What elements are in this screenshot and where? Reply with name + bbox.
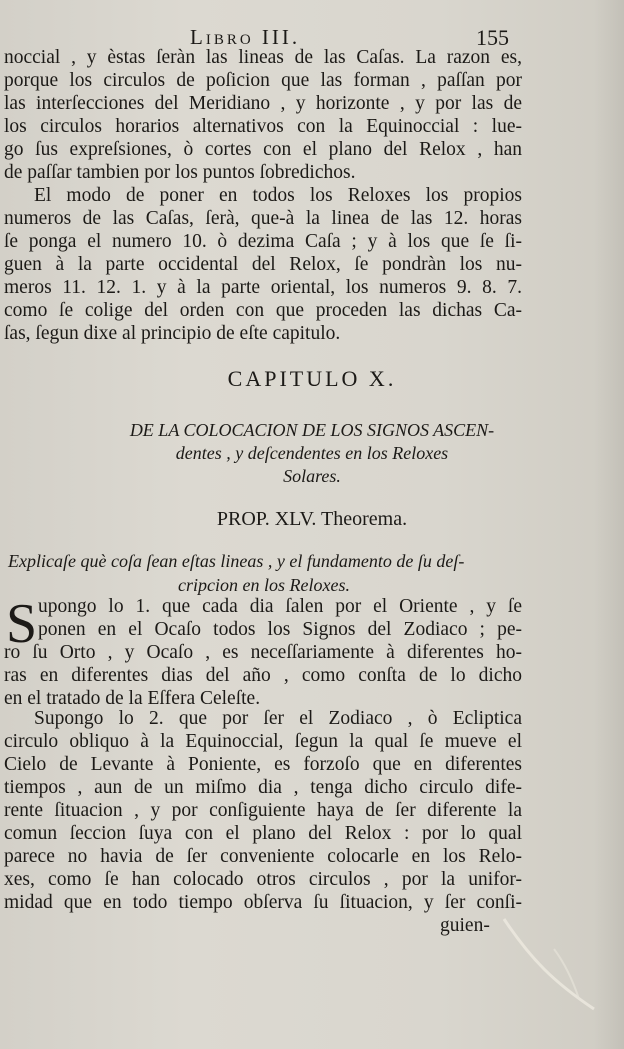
paper-damage-mark bbox=[484, 909, 604, 1019]
text-line: midad que en todo tiempo obſerva ſu ſituacion, y ſer conſi- bbox=[4, 892, 522, 913]
catchword: guien- bbox=[440, 915, 490, 936]
paragraph-3-top bbox=[38, 595, 522, 641]
text-line: ſas, ſegun dixe al principio de eſte capitulo. bbox=[4, 323, 341, 344]
text-line: comun ſeccion ſuya con el plano del Relox : por lo qual bbox=[4, 823, 522, 844]
text-line: ras en diferentes dias del año , como conſta de lo dicho bbox=[4, 665, 522, 686]
text-line: numeros de las Caſas, ſerà, que-à la linea de las 12. horas bbox=[4, 208, 522, 229]
chapter-title: CAPITULO X. bbox=[227, 366, 397, 391]
text-line: en el tratado de la Eſfera Celeſte. bbox=[4, 688, 261, 709]
text-line: ponen en el Ocaſo todos los Signos del Zodiaco ; pe- bbox=[38, 619, 522, 640]
text-line: las interſecciones del Meridiano , y horizonte , y por las de bbox=[4, 93, 522, 114]
text-line: ro ſu Orto , y Ocaſo , es neceſſariamente à diferentes ho- bbox=[4, 642, 522, 663]
text-line: Supongo lo 2. que por ſer el Zodiaco , ò Ecliptica bbox=[34, 708, 522, 729]
intro-line: cripcion en los Reloxes. bbox=[178, 575, 350, 595]
chapter-subtitle bbox=[0, 419, 624, 488]
text-line: de paſſar tambien por los puntos ſobredichos. bbox=[4, 162, 356, 183]
subtitle-line: Solares. bbox=[283, 466, 341, 486]
proposition-intro bbox=[8, 549, 520, 597]
text-line: guen à la parte occidental del Relox, ſe pondràn los nu- bbox=[4, 254, 522, 275]
text-line: noccial , y èstas ſeràn las lineas de las Caſas. La razon es, bbox=[4, 47, 522, 68]
text-line: circulo obliquo à la Equinoccial, ſegun la qual ſe mueve el bbox=[4, 731, 522, 752]
paragraph-3-rest bbox=[4, 641, 522, 710]
page-number: 155 bbox=[476, 25, 509, 50]
subtitle-line: DE LA COLOCACION DE LOS SIGNOS ASCEN- bbox=[129, 420, 495, 440]
paragraph-4 bbox=[4, 707, 522, 914]
subtitle-line: dentes , y deſcendentes en los Reloxes bbox=[175, 443, 449, 463]
text-line: go ſus expreſsiones, ò cortes con el plano del Relox , han bbox=[4, 139, 522, 160]
text-line: xes, como ſe han colocado otros circulos , por la unifor- bbox=[4, 869, 522, 890]
intro-line: Explicaſe què coſa ſean eſtas lineas , y el fundamento de ſu deſ- bbox=[8, 551, 465, 571]
text-line: Cielo de Levante à Poniente, es forzoſo que en diferentes bbox=[4, 754, 522, 775]
text-line: los circulos horarios alternativos con la Equinoccial : lue- bbox=[4, 116, 522, 137]
text-line: rente ſituacion , y por conſiguiente haya de ſer diferente la bbox=[4, 800, 522, 821]
text-line: upongo lo 1. que cada dia ſalen por el Oriente , y ſe bbox=[38, 596, 522, 617]
text-line: El modo de poner en todos los Reloxes los propios bbox=[34, 185, 522, 206]
paragraph-1 bbox=[4, 46, 522, 184]
drop-cap: S bbox=[6, 593, 38, 655]
text-line: meros 11. 12. 1. y à la parte oriental, los numeros 9. 8. 7. bbox=[4, 277, 522, 298]
book-title: Libro III. bbox=[190, 25, 301, 49]
text-line: porque los circulos de poſicion que las forman , paſſan por bbox=[4, 70, 522, 91]
proposition-title: PROP. XLV. Theorema. bbox=[216, 508, 408, 530]
paragraph-2 bbox=[4, 184, 522, 345]
text-line: parece no havia de ſer conveniente colocarle en los Relo- bbox=[4, 846, 522, 867]
text-line: ſe ponga el numero 10. ò dezima Caſa ; y à los que ſe ſi- bbox=[4, 231, 522, 252]
text-line: como ſe colige del orden con que proceden las dichas Ca- bbox=[4, 300, 522, 321]
text-line: tiempos , aun de un miſmo dia , tenga dicho circulo dife- bbox=[4, 777, 522, 798]
